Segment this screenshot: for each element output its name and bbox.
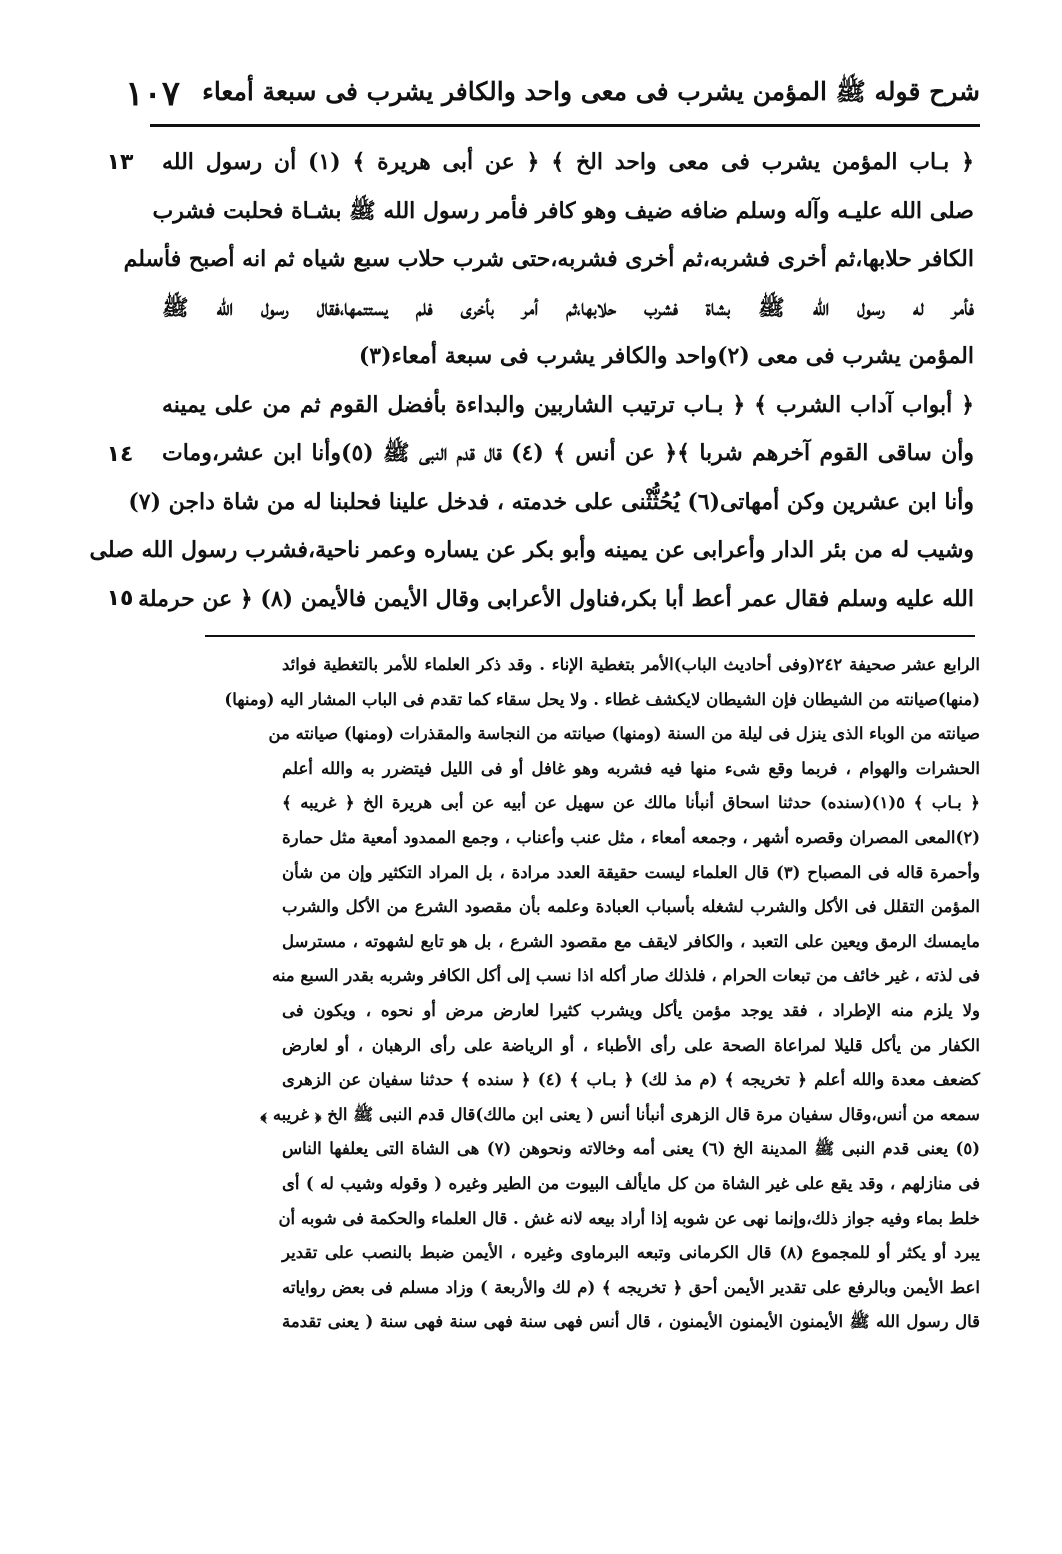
main-line: الله عليه وسلم فقال عمر أعط أبا بكر،فناول الأعرابى وقال الأيمن فالأيمن (٨) ﴿ عن حرملة — [138, 585, 974, 612]
footnote-line: الحشرات والهوام ، فربما وقع شىء منها فيه فشربه وهو غافل أو فى الليل فيتضرر به والله أعلم — [282, 758, 980, 778]
main-line: وأنا ابن عشرين وكن أمهاتى(٦) يُحُثُّثْنى على خدمته ، فدخل علينا فحلبنا له من شاة داجن (٧) — [128, 488, 974, 515]
main-line: وأن ساقى القوم آخرهم شربا ﴾﴿ عن أنس ﴾ (٤) قال قدم النبى ﷺ (٥)وأنا ابن عشر،ومات — [162, 440, 974, 466]
footnote-line: ﴿ بـاب ﴾ ٥(١)(سنده) حدثنا اسحاق أنبأنا مالك عن سهيل عن أبيه عن أبى هريرة الخ ﴿ غريبه ﴾ — [282, 793, 980, 813]
footnote-line: فى لذته ، غير خائف من تبعات الحرام ، فلذلك صار أكله اذا نسب إلى أكل الكافر وشربه بقدر السبع منه — [271, 966, 980, 986]
footnote-line: صيانته من الوباء الذى ينزل فى ليلة من السنة (ومنها) صيانته من النجاسة والمقذرات (ومنها) صيانته من — [268, 724, 980, 744]
footnote-line: ولا يلزم منه الإطراد ، فقد يوجد مؤمن يأكل ويشرب كثيرا لعارض مرض أو نحوه ، ويكون فى — [282, 1000, 980, 1020]
footnote-line: يبرد أو يكثر أو للمجموع (٨) قال الكرمانى وتبعه البرماوى وغيره ، الأيمن ضبط بالنصب على تقدير — [282, 1243, 980, 1263]
footnote-line: الرابع عشر صحيفة ٢٤٢(وفى أحاديث الباب)الأمر بتغطية الإناء . وقد ذكر العلماء للأمر بالتغطية فوائد — [282, 655, 980, 674]
hadith-margin-number: ١٥ — [106, 586, 134, 611]
footnote-line: الكفار من يأكل قليلا لمراعاة الصحة على رأى الأطباء ، أو الرياضة على رأى الرهبان ، أو لعارض — [282, 1035, 980, 1055]
footnote-line: قال رسول الله ﷺ الأيمنون الأيمنون الأيمنون ، قال أنس فهى سنة فهى سنة فهى سنة ( يعنى تقدمة — [282, 1312, 980, 1332]
main-line: المؤمن يشرب فى معى (٢)واحد والكافر يشرب فى سبعة أمعاء(٣) — [358, 343, 974, 369]
main-line: الكافر حلابها،ثم أخرى فشربه،ثم أخرى فشربه،حتى شرب حلاب سبع شياه ثم انه أصبح فأسلم — [123, 246, 974, 272]
footnote-line: المؤمن التقلل فى الأكل والشرب لشغله بأسباب العبادة وعلمه بأن مقصود الشرع من الأكل والشرب — [282, 897, 980, 917]
footnote-line: وأحمرة قاله فى المصباح (٣) قال العلماء ليست حقيقة العدد مرادة ، بل المراد التكثير وإن من شأن — [282, 862, 980, 882]
main-line: ﴿ أبواب آداب الشرب ﴾ ﴿ بـاب ترتيب الشاربين والبداءة بأفضل القوم ثم من على يمينه — [162, 391, 974, 418]
header-rule — [150, 124, 980, 127]
page-number: ١٠٧ — [125, 74, 181, 114]
footnote-line: اعط الأيمن وبالرفع على تقدير الأيمن أحق ﴿ تخريجه ﴾ (م لك والأربعة ) وزاد مسلم فى بعض رواياته — [282, 1277, 980, 1297]
footnote-line: فى منازلهم ، وقد يقع على غير الشاة من كل مايألف البيوت من الطير وغيره ( وقوله وشيب له ) أى — [282, 1173, 980, 1193]
footnote-line: كضعف معدة والله أعلم ﴿ تخريجه ﴾ (م مذ لك) ﴿ بـاب ﴾ (٤) ﴿ سنده ﴾ حدثنا سفيان عن الزهرى — [282, 1070, 980, 1090]
footnote-line: مايمسك الرمق ويعين على التعبد ، والكافر لايقف مع مقصود الشرع ، بل هو تابع لشهوته ، مسترسل — [282, 931, 980, 951]
footnote-line: (٥) يعنى قدم النبى ﷺ المدينة الخ (٦) يعنى أمه وخالاته ونحوهن (٧) هى الشاة التى يعلفها الناس — [282, 1139, 980, 1159]
footnotes — [224, 648, 980, 1340]
hadith-margin-number: ١٤ — [106, 442, 134, 467]
footnote-line: (منها)صيانته من الشيطان فإن الشيطان لايكشف غطاء . ولا يحل سقاء كما تقدم فى الباب المشار اليه (ومنها) — [224, 689, 980, 709]
main-line: فأمر له رسول الله ﷺ بشاة فشرب حلابها،ثم أمر بأخرى فلم يستتمها،فقال رسول الله ﷺ — [162, 294, 974, 321]
running-header — [125, 68, 980, 120]
footnote-rule — [205, 635, 975, 637]
footnote-line: خلط بماء وفيه جواز ذلك،وإنما نهى عن شوبه إذا أراد بيعه لانه غش . قال العلماء والحكمة فى شوبه أن — [278, 1208, 980, 1228]
main-line: ﴿ بـاب المؤمن يشرب فى معى واحد الخ ﴾ ﴿ عن أبى هريرة ﴾ (١) أن رسول الله — [162, 149, 974, 175]
main-line: صلى الله عليـه وآله وسلم ضافه ضيف وهو كافر فأمر رسول الله ﷺ بشـاة فحلبت فشرب — [152, 197, 974, 224]
hadith-margin-number: ١٣ — [106, 150, 134, 175]
header-title: شرح قوله ﷺ المؤمن يشرب فى معى واحد والكافر يشرب فى سبعة أمعاء — [202, 76, 980, 106]
main-line: وشيب له من بئر الدار وأعرابى عن يمينه وأبو بكر عن يساره وعمر ناحية،فشرب رسول الله صلى — [89, 537, 974, 563]
footnote-line: سمعه من أنس،وقال سفيان مرة قال الزهرى أنبأنا أنس ( يعنى ابن مالك)قال قدم النبى ﷺ الخ ﴿ غريبه ﴾ — [260, 1104, 980, 1124]
footnote-line: (٢)المعى المصران وقصره أشهر ، وجمعه أمعاء ، مثل عنب وأعناب ، وجمع الممدود أمعية مثل حمارة — [282, 827, 980, 847]
